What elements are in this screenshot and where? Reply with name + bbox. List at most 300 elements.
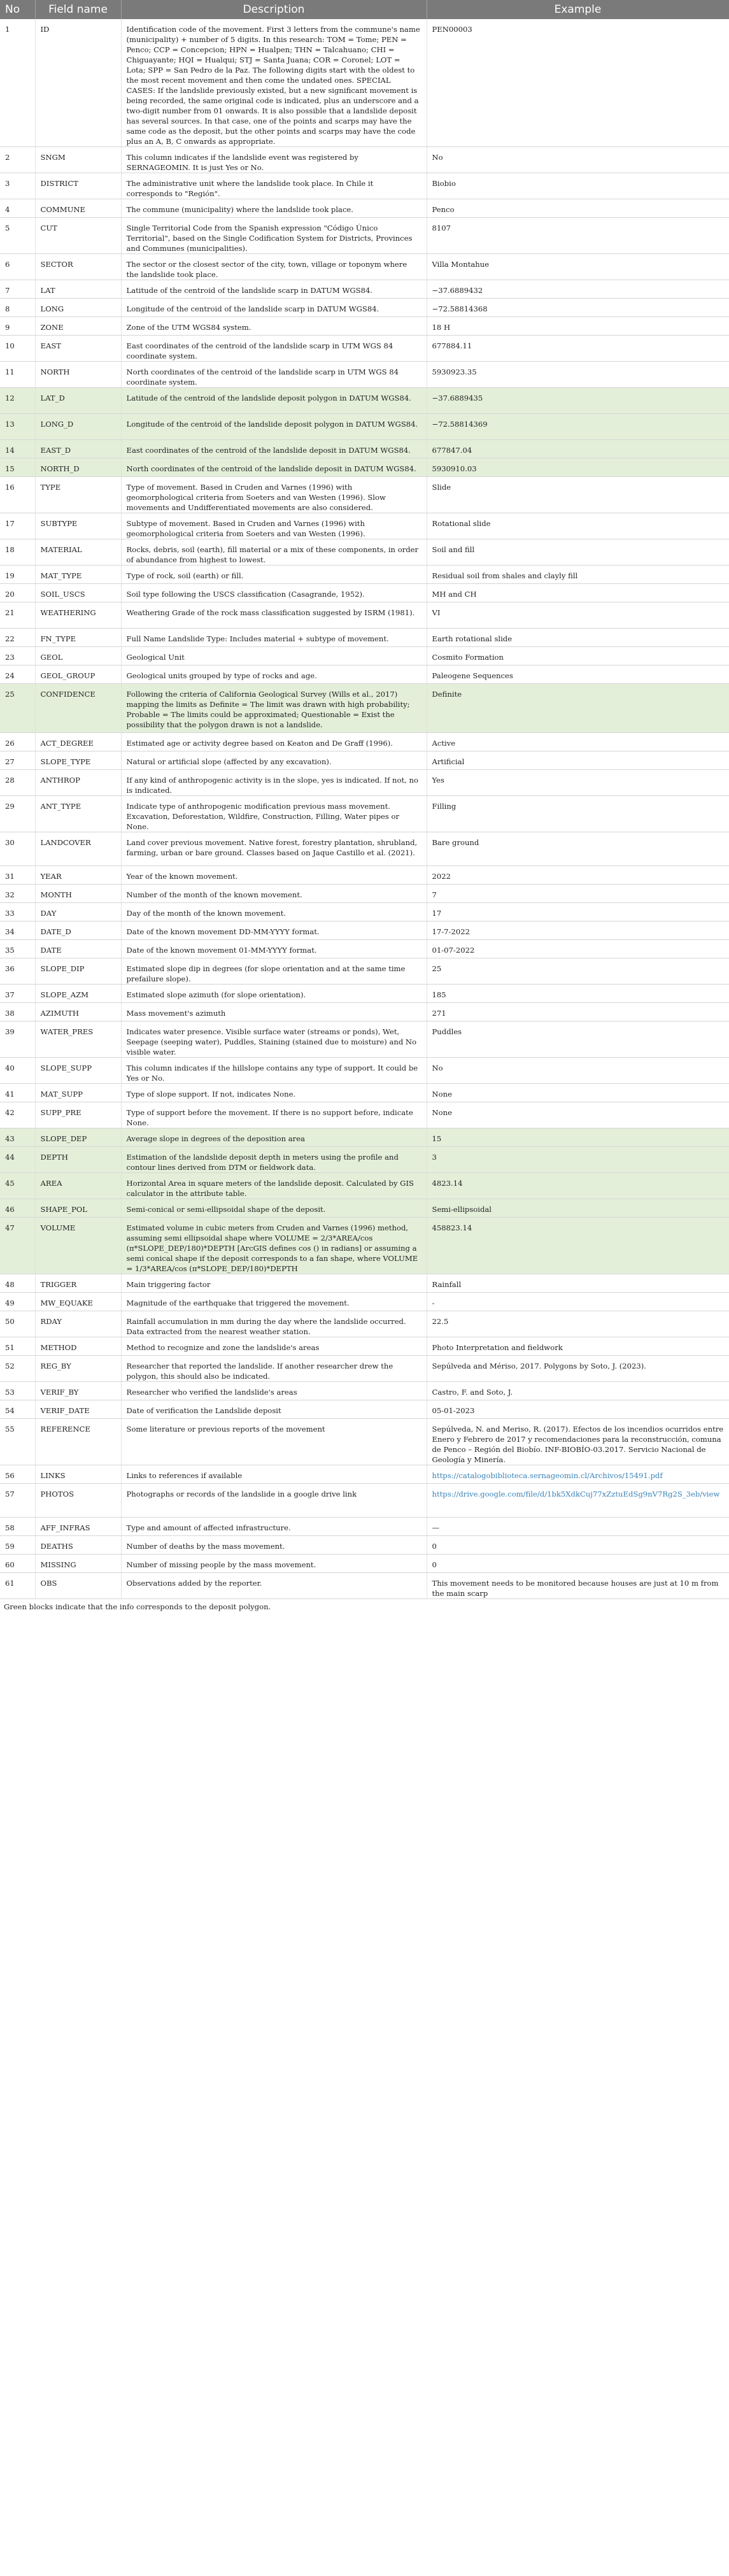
table-row (0, 985, 729, 1003)
table-row (0, 440, 729, 459)
field-description: Links to references if available (121, 1465, 427, 1484)
field-description: Method to recognize and zone the landslide's areas (121, 1337, 427, 1356)
field-description: Subtype of movement. Based in Cruden and Varnes (1996) with geomorphological criteria from Soeters and van Westen (1996). (121, 513, 427, 539)
field-description: Estimation of the landslide deposit depth in meters using the profile and contour lines derived from DTM or fieldwork data. (121, 1147, 427, 1173)
field-example: Puddles (427, 1021, 729, 1058)
row-number: 7 (0, 280, 35, 299)
row-number: 29 (0, 796, 35, 832)
table-row (0, 1173, 729, 1199)
field-description: Number of the month of the known movement. (121, 885, 427, 903)
field-description: Estimated volume in cubic meters from Cruden and Varnes (1996) method, assuming semi ellipsoidal shape where VOLUME = 2/3*AREA/cos (π*SLOPE_DEP/180)*DEPTH [ArcGIS defines cos () in radians] or assuming a semi conical shape if the deposit corresponds to a fan shape, where VOLUME = 1/3*AREA/cos (π*SLOPE_DEP/180)*DEPTH (121, 1218, 427, 1274)
field-description: Researcher that reported the landslide. If another researcher drew the polygon, this should also be indicated. (121, 1356, 427, 1382)
table-header (0, 0, 729, 19)
row-number: 22 (0, 629, 35, 647)
field-description: Full Name Landslide Type: Includes material + subtype of movement. (121, 629, 427, 647)
row-number: 3 (0, 173, 35, 199)
table-row (0, 1573, 729, 1599)
table-row (0, 1555, 729, 1573)
field-name: ID (35, 19, 121, 147)
field-description: Type of movement. Based in Cruden and Varnes (1996) with geomorphological criteria from Soeters and van Westen (1996). Slow movements and Undifferentiated movements are also considered. (121, 477, 427, 513)
row-number: 12 (0, 388, 35, 414)
row-number: 25 (0, 684, 35, 733)
field-description: Photographs or records of the landslide in a google drive link (121, 1484, 427, 1518)
row-number: 56 (0, 1465, 35, 1484)
field-description: Weathering Grade of the rock mass classification suggested by ISRM (1981). (121, 602, 427, 629)
field-example[interactable]: https://catalogobiblioteca.sernageomin.cl/Archivos/15491.pdf (427, 1465, 729, 1484)
field-name: MISSING (35, 1555, 121, 1573)
row-number: 50 (0, 1311, 35, 1337)
row-number: 32 (0, 885, 35, 903)
field-description: Main triggering factor (121, 1274, 427, 1293)
field-example: MH and CH (427, 584, 729, 602)
table-row (0, 1419, 729, 1465)
field-description: Rocks, debris, soil (earth), fill material or a mix of these components, in order of abundance from highest to lowest. (121, 539, 427, 566)
row-number: 19 (0, 566, 35, 584)
field-description: Soil type following the USCS classification (Casagrande, 1952). (121, 584, 427, 602)
table-row (0, 1382, 729, 1400)
field-example: Cosmito Formation (427, 647, 729, 665)
field-example: 15 (427, 1128, 729, 1147)
table-row (0, 1003, 729, 1021)
field-name: DEATHS (35, 1536, 121, 1555)
table-row (0, 199, 729, 218)
field-example: 22.5 (427, 1311, 729, 1337)
field-description: Date of verification the Landslide deposit (121, 1400, 427, 1419)
row-number: 44 (0, 1147, 35, 1173)
row-number: 43 (0, 1128, 35, 1147)
field-description: The sector or the closest sector of the city, town, village or toponym where the landslide took place. (121, 254, 427, 280)
field-name: DATE_D (35, 922, 121, 940)
row-number: 42 (0, 1102, 35, 1128)
row-number: 11 (0, 362, 35, 388)
field-name: CONFIDENCE (35, 684, 121, 733)
header-no: No (0, 0, 35, 19)
field-example: No (427, 147, 729, 173)
row-number: 49 (0, 1293, 35, 1311)
field-example: Sepúlveda and Mériso, 2017. Polygons by Soto, J. (2023). (427, 1356, 729, 1382)
row-number: 1 (0, 19, 35, 147)
field-description: Zone of the UTM WGS84 system. (121, 317, 427, 336)
field-description: Longitude of the centroid of the landslide scarp in DATUM WGS84. (121, 299, 427, 317)
field-example: Earth rotational slide (427, 629, 729, 647)
field-name: WATER_PRES (35, 1021, 121, 1058)
table-row (0, 1128, 729, 1147)
table-row (0, 684, 729, 733)
table-row (0, 1293, 729, 1311)
field-description: Date of the known movement DD-MM-YYYY format. (121, 922, 427, 940)
field-name: YEAR (35, 866, 121, 885)
field-description: Number of missing people by the mass movement. (121, 1555, 427, 1573)
row-number: 17 (0, 513, 35, 539)
field-description: North coordinates of the centroid of the landslide scarp in UTM WGS 84 coordinate system. (121, 362, 427, 388)
table-row (0, 602, 729, 629)
field-example[interactable]: https://drive.google.com/file/d/1bk5XdkCuj77xZztuEdSg9nV7Rg2S_3eb/view (427, 1484, 729, 1518)
row-number: 23 (0, 647, 35, 665)
field-example: Bare ground (427, 832, 729, 866)
table-row (0, 299, 729, 317)
table-row (0, 218, 729, 254)
field-example: Rainfall (427, 1274, 729, 1293)
field-example: — (427, 1518, 729, 1536)
table-row (0, 1218, 729, 1274)
field-name: VERIF_DATE (35, 1400, 121, 1419)
field-name: REG_BY (35, 1356, 121, 1382)
field-name: WEATHERING (35, 602, 121, 629)
field-description: Number of deaths by the mass movement. (121, 1536, 427, 1555)
table-row (0, 1465, 729, 1484)
field-description: Single Territorial Code from the Spanish expression "Código Único Territorial", based on the Single Codification System for Districts, Provinces and Communes (municipalities). (121, 218, 427, 254)
field-description: Geological Unit (121, 647, 427, 665)
field-description: Geological units grouped by type of rocks and age. (121, 665, 427, 684)
field-name: GEOL_GROUP (35, 665, 121, 684)
row-number: 30 (0, 832, 35, 866)
table-row (0, 1058, 729, 1084)
row-number: 6 (0, 254, 35, 280)
table-row (0, 903, 729, 922)
row-number: 60 (0, 1555, 35, 1573)
field-description: This column indicates if the hillslope contains any type of support. It could be Yes or No. (121, 1058, 427, 1084)
field-example: Villa Montahue (427, 254, 729, 280)
field-name: MW_EQUAKE (35, 1293, 121, 1311)
field-example: Penco (427, 199, 729, 218)
field-description: Horizontal Area in square meters of the landslide deposit. Calculated by GIS calculator in the attribute table. (121, 1173, 427, 1199)
table-row (0, 1021, 729, 1058)
row-number: 47 (0, 1218, 35, 1274)
table-row (0, 459, 729, 477)
field-description: This column indicates if the landslide event was registered by SERNAGEOMIN. It is just Yes or No. (121, 147, 427, 173)
field-name: LAT (35, 280, 121, 299)
field-name: SNGM (35, 147, 121, 173)
field-name: PHOTOS (35, 1484, 121, 1518)
field-name: LINKS (35, 1465, 121, 1484)
field-name: LANDCOVER (35, 832, 121, 866)
field-example: 17 (427, 903, 729, 922)
table-row (0, 1199, 729, 1218)
field-example: −37.6889432 (427, 280, 729, 299)
table-row (0, 940, 729, 958)
field-example: Yes (427, 770, 729, 796)
field-example: 8107 (427, 218, 729, 254)
field-name: MONTH (35, 885, 121, 903)
table-row (0, 513, 729, 539)
field-name: SLOPE_TYPE (35, 751, 121, 770)
table-row (0, 539, 729, 566)
field-example: PEN00003 (427, 19, 729, 147)
table-row (0, 147, 729, 173)
row-number: 54 (0, 1400, 35, 1419)
table-row (0, 254, 729, 280)
field-example: 01-07-2022 (427, 940, 729, 958)
field-description: North coordinates of the centroid of the landslide deposit in DATUM WGS84. (121, 459, 427, 477)
field-example: 5930910.03 (427, 459, 729, 477)
footnote: Green blocks indicate that the info corresponds to the deposit polygon. (4, 1602, 271, 1611)
field-name: AREA (35, 1173, 121, 1199)
field-example: 7 (427, 885, 729, 903)
table-row (0, 958, 729, 985)
field-example: - (427, 1293, 729, 1311)
row-number: 13 (0, 414, 35, 440)
field-description: East coordinates of the centroid of the landslide deposit in DATUM WGS84. (121, 440, 427, 459)
field-name: SLOPE_DEP (35, 1128, 121, 1147)
field-name: DEPTH (35, 1147, 121, 1173)
table-row (0, 477, 729, 513)
field-description: Type of support before the movement. If there is no support before, indicate None. (121, 1102, 427, 1128)
field-name: SHAPE_POL (35, 1199, 121, 1218)
field-name: SLOPE_AZM (35, 985, 121, 1003)
field-example: Biobio (427, 173, 729, 199)
field-description: Year of the known movement. (121, 866, 427, 885)
table-row (0, 922, 729, 940)
field-example: 0 (427, 1536, 729, 1555)
field-example: 677847.04 (427, 440, 729, 459)
field-description: Natural or artificial slope (affected by any excavation). (121, 751, 427, 770)
table-row (0, 1356, 729, 1382)
field-description: Type of slope support. If not, indicates None. (121, 1084, 427, 1102)
field-name: MATERIAL (35, 539, 121, 566)
row-number: 4 (0, 199, 35, 218)
field-description: Estimated slope dip in degrees (for slope orientation and at the same time prefailure slope). (121, 958, 427, 985)
field-example: Rotational slide (427, 513, 729, 539)
table-row (0, 885, 729, 903)
field-description: Date of the known movement 01-MM-YYYY format. (121, 940, 427, 958)
field-description: The administrative unit where the landslide took place. In Chile it corresponds to "Región". (121, 173, 427, 199)
field-name: LAT_D (35, 388, 121, 414)
field-example: −72.58814368 (427, 299, 729, 317)
field-name: RDAY (35, 1311, 121, 1337)
field-example: Semi-ellipsoidal (427, 1199, 729, 1218)
row-number: 8 (0, 299, 35, 317)
field-example: 677884.11 (427, 336, 729, 362)
field-example: 05-01-2023 (427, 1400, 729, 1419)
field-name: FN_TYPE (35, 629, 121, 647)
row-number: 39 (0, 1021, 35, 1058)
row-number: 38 (0, 1003, 35, 1021)
table-row (0, 414, 729, 440)
row-number: 28 (0, 770, 35, 796)
field-name: ACT_DEGREE (35, 733, 121, 751)
field-example: Photo Interpretation and fieldwork (427, 1337, 729, 1356)
field-name: SLOPE_SUPP (35, 1058, 121, 1084)
field-example: 17-7-2022 (427, 922, 729, 940)
table-row (0, 19, 729, 147)
field-name: NORTH (35, 362, 121, 388)
field-example: Residual soil from shales and clayly fill (427, 566, 729, 584)
row-number: 35 (0, 940, 35, 958)
field-description: Magnitude of the earthquake that triggered the movement. (121, 1293, 427, 1311)
header-example: Example (427, 0, 729, 19)
field-name: EAST (35, 336, 121, 362)
field-description: Mass movement's azimuth (121, 1003, 427, 1021)
field-description: Estimated slope azimuth (for slope orientation). (121, 985, 427, 1003)
row-number: 59 (0, 1536, 35, 1555)
field-name: LONG (35, 299, 121, 317)
table-row (0, 388, 729, 414)
field-name: VERIF_BY (35, 1382, 121, 1400)
field-name: MAT_SUPP (35, 1084, 121, 1102)
row-number: 57 (0, 1484, 35, 1518)
row-number: 34 (0, 922, 35, 940)
field-example: Definite (427, 684, 729, 733)
field-example: Castro, F. and Soto, J. (427, 1382, 729, 1400)
table-row (0, 733, 729, 751)
row-number: 15 (0, 459, 35, 477)
field-name: DAY (35, 903, 121, 922)
field-description: Semi-conical or semi-ellipsoidal shape of the deposit. (121, 1199, 427, 1218)
field-name: ANT_TYPE (35, 796, 121, 832)
table-row (0, 173, 729, 199)
field-example: Sepúlveda, N. and Meriso, R. (2017). Efectos de los incendios ocurridos entre Enero y Febrero de 2017 y recomendaciones para la reconstrucción, comuna de Penco – Región del Biobío. INF-BIOBÍO-03.2017. Servicio Nacional de Geología y Minería. (427, 1419, 729, 1465)
field-example: 5930923.35 (427, 362, 729, 388)
row-number: 55 (0, 1419, 35, 1465)
table-row (0, 1484, 729, 1518)
field-name: ZONE (35, 317, 121, 336)
table-row (0, 751, 729, 770)
table-row (0, 866, 729, 885)
field-name: MAT_TYPE (35, 566, 121, 584)
field-name: AZIMUTH (35, 1003, 121, 1021)
field-example: None (427, 1084, 729, 1102)
table-row (0, 770, 729, 796)
field-description: Indicate type of anthropogenic modification previous mass movement. Excavation, Deforestation, Wildfire, Construction, Filling, Water pipes or None. (121, 796, 427, 832)
row-number: 41 (0, 1084, 35, 1102)
field-description: Identification code of the movement. First 3 letters from the commune's name (municipality) + number of 5 digits. In this research: TOM = Tome; PEN = Penco; CCP = Concepcion; HPN = Hualpen; THN = Talcahuano; CHI = Chiguayante; HQI = Hualqui; STJ = Santa Juana; COR = Coronel; LOT = Lota; SPP = San Pedro de la Paz. The following digits start with the oldest to the most recent movement and then come the undated ones. SPECIAL CASES: If the landslide previously existed, but a new significant movement is being recorded, the same original code is indicated, plus an underscore and a two-digit number from 01 onwards. It is also possible that a landslide deposit has several sources. In that case, one of the points and scarps may have the same code as the deposit, but the other points and scarps may have the code plus an A, B, C onwards as appropriate. (121, 19, 427, 147)
field-example: 458823.14 (427, 1218, 729, 1274)
table-body (0, 19, 729, 1599)
row-number: 21 (0, 602, 35, 629)
field-name: TRIGGER (35, 1274, 121, 1293)
row-number: 48 (0, 1274, 35, 1293)
field-name: SUBTYPE (35, 513, 121, 539)
header-description: Description (121, 0, 427, 19)
row-number: 33 (0, 903, 35, 922)
field-example: 185 (427, 985, 729, 1003)
field-name: TYPE (35, 477, 121, 513)
table-row (0, 1536, 729, 1555)
row-number: 52 (0, 1356, 35, 1382)
row-number: 53 (0, 1382, 35, 1400)
field-example: 271 (427, 1003, 729, 1021)
row-number: 14 (0, 440, 35, 459)
header-field-name: Field name (35, 0, 121, 19)
row-number: 46 (0, 1199, 35, 1218)
table-row (0, 1400, 729, 1419)
field-name: SECTOR (35, 254, 121, 280)
row-number: 20 (0, 584, 35, 602)
row-number: 37 (0, 985, 35, 1003)
field-example: 0 (427, 1555, 729, 1573)
field-description: Type and amount of affected infrastructure. (121, 1518, 427, 1536)
table-row (0, 566, 729, 584)
field-example: Soil and fill (427, 539, 729, 566)
row-number: 26 (0, 733, 35, 751)
row-number: 9 (0, 317, 35, 336)
field-description: Researcher who verified the landslide's areas (121, 1382, 427, 1400)
table-row (0, 1147, 729, 1173)
table-row (0, 629, 729, 647)
table-row (0, 336, 729, 362)
table-row (0, 1337, 729, 1356)
row-number: 10 (0, 336, 35, 362)
field-example: VI (427, 602, 729, 629)
field-description: If any kind of anthropogenic activity is in the slope, yes is indicated. If not, no is indicated. (121, 770, 427, 796)
field-name: OBS (35, 1573, 121, 1599)
field-example: Paleogene Sequences (427, 665, 729, 684)
field-name: VOLUME (35, 1218, 121, 1274)
field-name: COMMUNE (35, 199, 121, 218)
table-row (0, 280, 729, 299)
row-number: 45 (0, 1173, 35, 1199)
row-number: 18 (0, 539, 35, 566)
row-number: 61 (0, 1573, 35, 1599)
field-name: DATE (35, 940, 121, 958)
table-row (0, 647, 729, 665)
row-number: 5 (0, 218, 35, 254)
table-row (0, 832, 729, 866)
field-description: Average slope in degrees of the deposition area (121, 1128, 427, 1147)
field-description: Observations added by the reporter. (121, 1573, 427, 1599)
table-row (0, 584, 729, 602)
table-row (0, 1274, 729, 1293)
field-example: Slide (427, 477, 729, 513)
table-row (0, 1311, 729, 1337)
field-name: REFERENCE (35, 1419, 121, 1465)
field-example: −37.6889435 (427, 388, 729, 414)
field-example: Artificial (427, 751, 729, 770)
table-row (0, 796, 729, 832)
field-description: Longitude of the centroid of the landslide deposit polygon in DATUM WGS84. (121, 414, 427, 440)
table-row (0, 1102, 729, 1128)
row-number: 27 (0, 751, 35, 770)
row-number: 2 (0, 147, 35, 173)
table-row (0, 665, 729, 684)
field-name: SUPP_PRE (35, 1102, 121, 1128)
field-name: EAST_D (35, 440, 121, 459)
row-number: 40 (0, 1058, 35, 1084)
row-number: 51 (0, 1337, 35, 1356)
field-description: Indicates water presence. Visible surface water (streams or ponds), Wet, Seepage (seeping water), Puddles, Staining (stained due to moisture) and No visible water. (121, 1021, 427, 1058)
field-name: ANTHROP (35, 770, 121, 796)
field-example: Filling (427, 796, 729, 832)
field-name: METHOD (35, 1337, 121, 1356)
field-name: SOIL_USCS (35, 584, 121, 602)
table-row (0, 317, 729, 336)
field-name: AFF_INFRAS (35, 1518, 121, 1536)
field-name: CUT (35, 218, 121, 254)
field-description: Some literature or previous reports of the movement (121, 1419, 427, 1465)
field-example: This movement needs to be monitored because houses are just at 10 m from the main scarp (427, 1573, 729, 1599)
field-example: 2022 (427, 866, 729, 885)
field-name: SLOPE_DIP (35, 958, 121, 985)
field-description: East coordinates of the centroid of the landslide scarp in UTM WGS 84 coordinate system. (121, 336, 427, 362)
table-row (0, 362, 729, 388)
field-example: None (427, 1102, 729, 1128)
field-example: 25 (427, 958, 729, 985)
table-row (0, 1084, 729, 1102)
row-number: 36 (0, 958, 35, 985)
field-name: NORTH_D (35, 459, 121, 477)
field-description: Following the criteria of California Geological Survey (Wills et al., 2017) mapping the limits as Definite = The limit was drawn with high probability; Probable = The limits could be approximated; Questionable = Exist the possibility that the polygon drawn is not a landslide. (121, 684, 427, 733)
table-row (0, 1518, 729, 1536)
field-example: −72.58814369 (427, 414, 729, 440)
field-description: Type of rock, soil (earth) or fill. (121, 566, 427, 584)
field-description: The commune (municipality) where the landslide took place. (121, 199, 427, 218)
field-description: Land cover previous movement. Native forest, forestry plantation, shrubland, farming, urban or bare ground. Classes based on Jaque Castillo et al. (2021). (121, 832, 427, 866)
field-name: DISTRICT (35, 173, 121, 199)
field-example: 18 H (427, 317, 729, 336)
row-number: 58 (0, 1518, 35, 1536)
field-description: Latitude of the centroid of the landslide deposit polygon in DATUM WGS84. (121, 388, 427, 414)
field-name: LONG_D (35, 414, 121, 440)
